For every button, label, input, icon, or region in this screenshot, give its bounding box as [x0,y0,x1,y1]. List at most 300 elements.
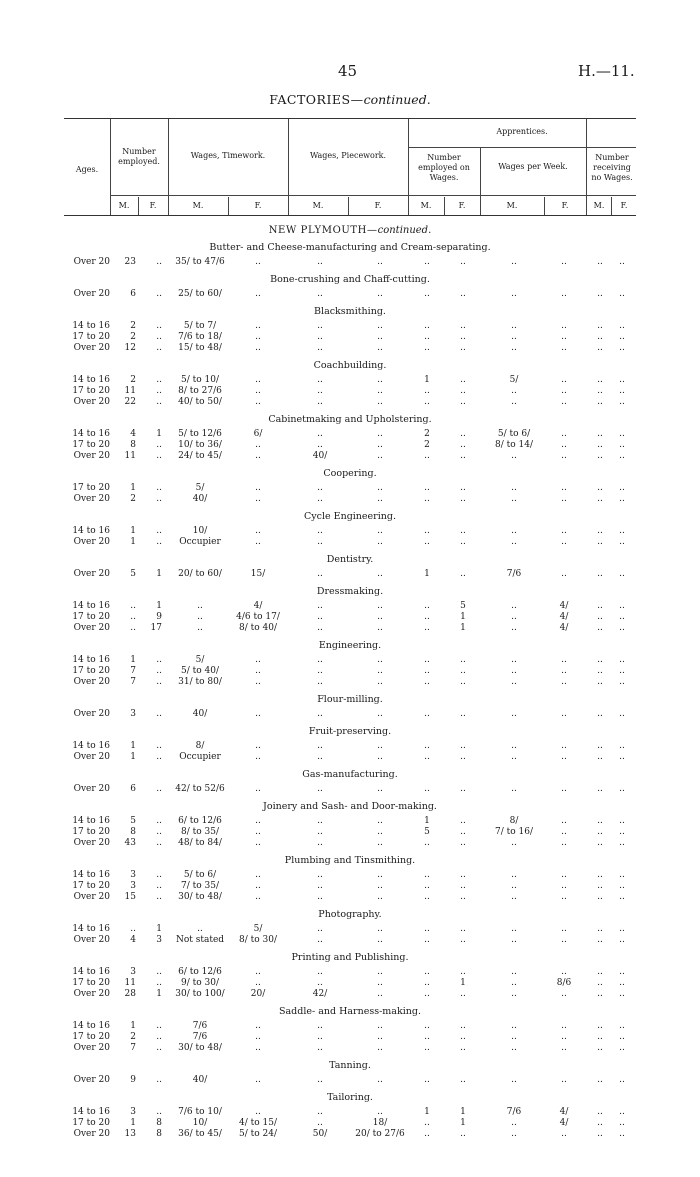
piecework-f-cell: .. [377,537,383,547]
appr-week-m-cell: .. [511,526,517,536]
appr-wages-m-cell: 2 [424,429,430,439]
appr-nowage-m-cell: .. [597,537,603,547]
appr-nowage-f-cell: .. [619,1075,625,1085]
appr-nowage-f-cell: .. [619,1107,625,1117]
piecework-m-cell: .. [317,601,323,611]
timework-f-cell: 20/ [250,989,266,999]
appr-wages-m-cell: 1 [424,1107,430,1117]
timework-m-cell: 15/ to 48/ [178,343,222,353]
appr-wages-f-cell: .. [460,655,466,665]
employed-f-cell: .. [156,709,162,719]
appr-week-f-cell: .. [561,816,567,826]
section-title: Bone-crushing and Chaff-cutting. [270,274,430,285]
appr-nowage-f-cell: .. [619,666,625,676]
appr-wages-m-cell: .. [424,537,430,547]
appr-nowage-m-cell: .. [597,978,603,988]
employed-f-cell: .. [156,494,162,504]
timework-m-cell: 8/ [195,741,205,751]
piecework-m-cell: .. [317,741,323,751]
timework-m-cell: 8/ to 27/6 [178,386,222,396]
employed-f-cell: 1 [156,924,162,934]
appr-wages-m-cell: .. [424,612,430,622]
appr-wages-m-cell: .. [424,386,430,396]
appr-week-m-cell: .. [511,752,517,762]
appr-week-f-cell: .. [561,451,567,461]
appr-week-f-cell: .. [561,569,567,579]
appr-nowage-m-cell: .. [597,892,603,902]
timework-m-cell: 8/ to 35/ [181,827,219,837]
appr-week-m-cell: .. [511,784,517,794]
appr-wages-m-cell: .. [424,397,430,407]
appr-week-m-cell: 8/ to 14/ [495,440,533,450]
appr-wages-m-cell: .. [424,677,430,687]
appr-nowage-m-cell: .. [597,440,603,450]
table-row [0,494,700,505]
age-cell: 14 to 16 [72,924,110,934]
piecework-f-cell: .. [377,375,383,385]
employed-m-cell: 4 [130,429,136,439]
appr-week-f-cell: .. [561,1021,567,1031]
employed-m-cell: 1 [130,483,136,493]
piecework-f-cell: .. [377,666,383,676]
table-row [0,881,700,892]
table-row [0,569,700,580]
employed-m-cell: 1 [130,741,136,751]
appr-week-m-cell: 7/ to 16/ [495,827,533,837]
piecework-m-cell: .. [317,623,323,633]
header-wages-timework: Wages, Timework. [190,151,266,160]
appr-wages-f-cell: .. [460,375,466,385]
appr-week-f-cell: .. [561,838,567,848]
appr-nowage-m-cell: .. [597,1118,603,1128]
appr-week-m-cell: .. [511,709,517,719]
section-title: Coachbuilding. [313,360,387,371]
employed-f-cell: 1 [156,429,162,439]
timework-m-cell: 5/ to 12/6 [178,429,222,439]
appr-week-f-cell: .. [561,870,567,880]
table-row [0,440,700,451]
table-row [0,483,700,494]
employed-f-cell: .. [156,451,162,461]
appr-wages-m-cell: .. [424,483,430,493]
appr-nowage-m-cell: .. [597,623,603,633]
piecework-m-cell: .. [317,1021,323,1031]
timework-m-cell: 5/ to 40/ [181,666,219,676]
piecework-m-cell: .. [317,978,323,988]
appr-nowage-f-cell: .. [619,343,625,353]
appr-wages-m-cell: .. [424,838,430,848]
section-title: Plumbing and Tinsmithing. [284,855,416,866]
piecework-m-cell: .. [317,827,323,837]
timework-f-cell: .. [255,666,261,676]
appr-nowage-m-cell: .. [597,784,603,794]
employed-m-cell: 2 [130,375,136,385]
timework-m-cell: 5/ to 7/ [183,321,217,331]
employed-m-cell: 2 [130,332,136,342]
appr-wages-f-cell: .. [460,1021,466,1031]
header-apprentices: Apprentices. [496,127,548,136]
appr-week-m-cell: .. [511,451,517,461]
timework-m-cell: 40/ [192,709,208,719]
appr-nowage-m-cell: .. [597,677,603,687]
employed-f-cell: .. [156,526,162,536]
piecework-m-cell: .. [317,494,323,504]
appr-nowage-m-cell: .. [597,827,603,837]
age-cell: 14 to 16 [72,741,110,751]
appr-week-f-cell: 8/6 [556,978,572,988]
timework-m-cell: 5/ [195,655,205,665]
appr-week-m-cell: .. [511,677,517,687]
employed-f-cell: .. [156,375,162,385]
employed-f-cell: .. [156,1021,162,1031]
section-title: Cycle Engineering. [304,511,396,522]
table-row [0,1032,700,1043]
appr-nowage-m-cell: .. [597,321,603,331]
piecework-m-cell: .. [317,321,323,331]
appr-nowage-m-cell: .. [597,483,603,493]
header-f: F. [374,201,382,210]
appr-wages-f-cell: .. [460,440,466,450]
appr-wages-m-cell: .. [424,451,430,461]
header-m: M. [506,201,518,210]
appr-week-m-cell: .. [511,537,517,547]
table-row [0,451,700,462]
header-appr-number-on-wages: Number employed on Wages. [418,153,470,182]
age-cell: Over 20 [73,709,110,719]
appr-wages-m-cell: .. [424,1118,430,1128]
employed-m-cell: 1 [130,1118,136,1128]
appr-nowage-f-cell: .. [619,483,625,493]
appr-nowage-f-cell: .. [619,967,625,977]
appr-wages-m-cell: .. [424,494,430,504]
table-row [0,257,700,268]
appr-nowage-m-cell: .. [597,494,603,504]
appr-week-m-cell: .. [511,494,517,504]
piecework-m-cell: .. [317,257,323,267]
piecework-m-cell: .. [317,343,323,353]
timework-f-cell: 5/ [253,924,263,934]
table-row [0,924,700,935]
table-row [0,1129,700,1140]
appr-nowage-f-cell: .. [619,1032,625,1042]
appr-wages-f-cell: .. [460,257,466,267]
age-cell: Over 20 [73,494,110,504]
age-cell: 14 to 16 [72,321,110,331]
piecework-m-cell: .. [317,870,323,880]
appr-week-m-cell: .. [511,386,517,396]
appr-wages-f-cell: .. [460,494,466,504]
timework-f-cell: .. [255,537,261,547]
piecework-m-cell: .. [317,289,323,299]
appr-week-f-cell: .. [561,752,567,762]
employed-f-cell: .. [156,827,162,837]
appr-wages-m-cell: .. [424,709,430,719]
piecework-m-cell: .. [317,569,323,579]
timework-m-cell: 5/ to 6/ [183,870,217,880]
employed-m-cell: 1 [130,1021,136,1031]
timework-f-cell: 15/ [250,569,266,579]
appr-wages-f-cell: .. [460,332,466,342]
timework-f-cell: .. [255,892,261,902]
appr-nowage-f-cell: .. [619,257,625,267]
appr-week-f-cell: .. [561,1129,567,1139]
table-row [0,935,700,946]
age-cell: Over 20 [73,752,110,762]
appr-wages-f-cell: .. [460,289,466,299]
appr-nowage-f-cell: .. [619,375,625,385]
appr-nowage-m-cell: .. [597,612,603,622]
appr-week-f-cell: .. [561,967,567,977]
employed-f-cell: .. [156,838,162,848]
piecework-m-cell: .. [317,892,323,902]
appr-nowage-f-cell: .. [619,655,625,665]
timework-m-cell: 40/ [192,1075,208,1085]
appr-week-f-cell: .. [561,924,567,934]
timework-m-cell: 7/ to 35/ [181,881,219,891]
employed-m-cell: 11 [124,451,136,461]
appr-wages-f-cell: .. [460,989,466,999]
timework-f-cell: .. [255,838,261,848]
appr-wages-m-cell: .. [424,332,430,342]
piecework-m-cell: .. [317,838,323,848]
age-cell: 14 to 16 [72,816,110,826]
appr-wages-m-cell: .. [424,321,430,331]
appr-wages-f-cell: 1 [460,612,466,622]
piecework-f-cell: .. [377,677,383,687]
appr-week-m-cell: 7/6 [506,1107,522,1117]
appr-nowage-f-cell: .. [619,569,625,579]
section-title: Tailoring. [327,1092,373,1103]
appr-week-m-cell: .. [511,483,517,493]
age-cell: Over 20 [73,892,110,902]
piecework-m-cell: .. [317,483,323,493]
appr-nowage-f-cell: .. [619,881,625,891]
piecework-m-cell: .. [317,709,323,719]
appr-week-m-cell: .. [511,332,517,342]
employed-m-cell: .. [130,623,136,633]
timework-m-cell: 7/6 to 18/ [178,332,222,342]
timework-f-cell: .. [255,752,261,762]
timework-f-cell: .. [255,1043,261,1053]
appr-wages-f-cell: 1 [460,623,466,633]
appr-week-m-cell: .. [511,978,517,988]
age-cell: Over 20 [73,537,110,547]
appr-week-m-cell: .. [511,838,517,848]
employed-m-cell: 1 [130,752,136,762]
appr-week-f-cell: .. [561,655,567,665]
appr-nowage-f-cell: .. [619,1129,625,1139]
employed-m-cell: 2 [130,321,136,331]
employed-f-cell: .. [156,1107,162,1117]
piecework-f-cell: .. [377,451,383,461]
appr-wages-m-cell: .. [424,655,430,665]
appr-nowage-m-cell: .. [597,601,603,611]
age-cell: 17 to 20 [72,827,110,837]
appr-wages-m-cell: .. [424,892,430,902]
appr-nowage-m-cell: .. [597,397,603,407]
appr-nowage-m-cell: .. [597,451,603,461]
timework-f-cell: .. [255,332,261,342]
appr-wages-m-cell: 1 [424,816,430,826]
piecework-m-cell: .. [317,1075,323,1085]
appr-week-m-cell: .. [511,623,517,633]
appr-nowage-m-cell: .. [597,989,603,999]
appr-wages-m-cell: .. [424,935,430,945]
section-title: Printing and Publishing. [291,952,409,963]
appr-nowage-f-cell: .. [619,494,625,504]
appr-wages-m-cell: .. [424,257,430,267]
appr-week-f-cell: .. [561,321,567,331]
appr-week-m-cell: .. [511,741,517,751]
appr-nowage-m-cell: .. [597,1021,603,1031]
table-row [0,655,700,666]
age-cell: 14 to 16 [72,870,110,880]
age-cell: Over 20 [73,397,110,407]
age-cell: 14 to 16 [72,1107,110,1117]
timework-f-cell: .. [255,343,261,353]
appr-nowage-m-cell: .. [597,655,603,665]
appr-nowage-m-cell: .. [597,1075,603,1085]
appr-week-f-cell: .. [561,397,567,407]
appr-nowage-f-cell: .. [619,935,625,945]
piecework-f-cell: .. [377,494,383,504]
piecework-m-cell: .. [317,332,323,342]
piecework-m-cell: .. [317,967,323,977]
table-row [0,526,700,537]
section-title: Saddle- and Harness-making. [279,1006,421,1017]
appr-wages-m-cell: .. [424,666,430,676]
table-row [0,612,700,623]
timework-f-cell: .. [255,321,261,331]
piecework-f-cell: .. [377,989,383,999]
appr-nowage-f-cell: .. [619,451,625,461]
appr-week-f-cell: .. [561,827,567,837]
employed-m-cell: 1 [130,537,136,547]
appr-week-f-cell: .. [561,784,567,794]
appr-nowage-f-cell: .. [619,709,625,719]
timework-m-cell: 7/6 [192,1032,208,1042]
appr-nowage-m-cell: .. [597,1043,603,1053]
timework-m-cell: 40/ to 50/ [178,397,222,407]
piecework-m-cell: .. [317,537,323,547]
timework-f-cell: .. [255,397,261,407]
timework-f-cell: .. [255,1021,261,1031]
appr-week-m-cell: .. [511,397,517,407]
appr-wages-f-cell: .. [460,838,466,848]
timework-f-cell: 4/ to 15/ [239,1118,277,1128]
appr-nowage-f-cell: .. [619,741,625,751]
employed-m-cell: 1 [130,655,136,665]
piecework-f-cell: .. [377,343,383,353]
appr-wages-f-cell: .. [460,870,466,880]
appr-wages-f-cell: .. [460,709,466,719]
employed-f-cell: .. [156,483,162,493]
piecework-f-cell: .. [377,397,383,407]
appr-wages-m-cell: .. [424,343,430,353]
piecework-m-cell: .. [317,397,323,407]
timework-m-cell: .. [197,924,203,934]
age-cell: Over 20 [73,623,110,633]
age-cell: 14 to 16 [72,526,110,536]
piecework-f-cell: .. [377,924,383,934]
appr-wages-m-cell: 1 [424,375,430,385]
piecework-f-cell: .. [377,440,383,450]
timework-f-cell: .. [255,375,261,385]
piecework-f-cell: .. [377,1075,383,1085]
table-row [0,989,700,1000]
piecework-m-cell: .. [317,752,323,762]
appr-wages-f-cell: .. [460,1032,466,1042]
appr-nowage-m-cell: .. [597,870,603,880]
piecework-f-cell: .. [377,386,383,396]
timework-m-cell: 5/ [195,483,205,493]
header-m: M. [420,201,432,210]
appr-week-f-cell: .. [561,666,567,676]
page-title [0,92,700,107]
timework-f-cell: 5/ to 24/ [239,1129,277,1139]
table-row [0,289,700,300]
employed-f-cell: 1 [156,989,162,999]
age-cell: 14 to 16 [72,601,110,611]
age-cell: Over 20 [73,1129,110,1139]
piecework-m-cell: 40/ [312,451,328,461]
timework-m-cell: 7/6 to 10/ [178,1107,222,1117]
timework-m-cell: 48/ to 84/ [178,838,222,848]
appr-week-f-cell: .. [561,989,567,999]
timework-f-cell: .. [255,816,261,826]
piecework-f-cell: .. [377,1043,383,1053]
header-f: F. [149,201,157,210]
appr-week-f-cell: .. [561,343,567,353]
employed-f-cell: .. [156,892,162,902]
appr-week-f-cell: .. [561,1075,567,1085]
appr-week-f-cell: .. [561,526,567,536]
timework-m-cell: 42/ to 52/6 [175,784,225,794]
appr-week-m-cell: .. [511,289,517,299]
piecework-m-cell: .. [317,1032,323,1042]
timework-m-cell: 10/ [192,526,208,536]
appr-week-m-cell: .. [511,612,517,622]
appr-wages-m-cell: .. [424,989,430,999]
appr-wages-m-cell: .. [424,526,430,536]
piecework-f-cell: .. [377,892,383,902]
timework-m-cell: Occupier [179,537,221,547]
timework-m-cell: 5/ to 10/ [181,375,219,385]
age-cell: 17 to 20 [72,1118,110,1128]
timework-m-cell: 10/ [192,1118,208,1128]
piecework-f-cell: .. [377,321,383,331]
appr-week-f-cell: .. [561,935,567,945]
appr-week-f-cell: .. [561,332,567,342]
employed-m-cell: 3 [130,709,136,719]
timework-f-cell: 4/6 to 17/ [236,612,280,622]
table-row [0,1021,700,1032]
appr-week-m-cell: .. [511,343,517,353]
appr-wages-f-cell: 1 [460,1107,466,1117]
employed-f-cell: 1 [156,601,162,611]
employed-m-cell: 3 [130,870,136,880]
appr-wages-m-cell: .. [424,1043,430,1053]
appr-wages-m-cell: .. [424,924,430,934]
timework-m-cell: 35/ to 47/6 [175,257,225,267]
age-cell: Over 20 [73,989,110,999]
table-row [0,1107,700,1118]
employed-m-cell: 1 [130,526,136,536]
appr-nowage-f-cell: .. [619,1021,625,1031]
employed-m-cell: .. [130,924,136,934]
piecework-f-cell: .. [377,870,383,880]
appr-week-f-cell: 4/ [559,623,569,633]
